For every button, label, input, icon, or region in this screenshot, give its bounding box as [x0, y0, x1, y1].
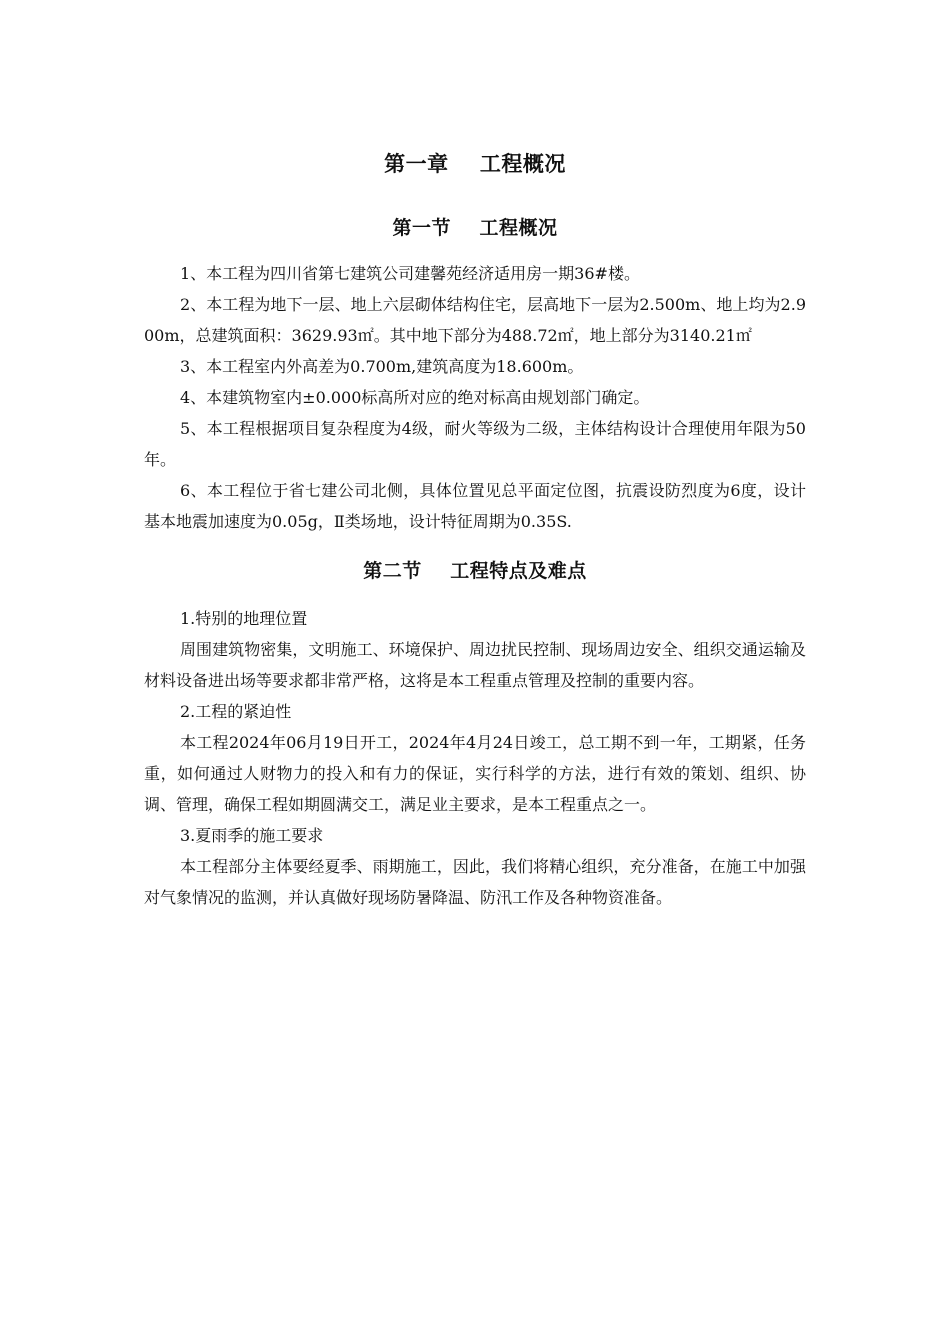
- overview-paragraph: 3、本工程室内外高差为0.700m,建筑高度为18.600m。: [180, 357, 584, 376]
- feature-heading: 1.特别的地理位置: [180, 609, 308, 628]
- overview-paragraph: 5、本工程根据项目复杂程度为4级，耐火等级为二级，主体结构设计合理使用年限为50年。: [144, 419, 806, 469]
- section-title-features: 第二节 工程特点及难点: [363, 560, 587, 582]
- overview-paragraph: 4、本建筑物室内±0.000标高所对应的绝对标高由规划部门确定。: [180, 388, 650, 407]
- overview-paragraph: 6、本工程位于省七建公司北侧，具体位置见总平面定位图，抗震设防烈度为6度，设计基本地震加速度为0.05g，Ⅱ类场地，设计特征周期为0.35S.: [144, 481, 806, 531]
- section-title-overview: 第一节 工程概况: [392, 217, 558, 239]
- chapter-title: 第一章 工程概况: [384, 152, 566, 176]
- feature-body: 本工程部分主体要经夏季、雨期施工，因此，我们将精心组织，充分准备，在施工中加强对气象情况的监测，并认真做好现场防暑降温、防汛工作及各种物资准备。: [144, 857, 806, 907]
- document-content: [144, 146, 806, 913]
- feature-heading: 2.工程的紧迫性: [180, 702, 292, 721]
- feature-body: 周围建筑物密集，文明施工、环境保护、周边扰民控制、现场周边安全、组织交通运输及材料设备进出场等要求都非常严格，这将是本工程重点管理及控制的重要内容。: [144, 640, 806, 690]
- overview-paragraph: 1、本工程为四川省第七建筑公司建馨苑经济适用房一期36#楼。: [180, 264, 640, 283]
- overview-paragraph: 2、本工程为地下一层、地上六层砌体结构住宅，层高地下一层为2.500m、地上均为2.900m，总建筑面积：3629.93㎡。其中地下部分为488.72㎡，地上部分为3140.21㎡: [144, 295, 806, 345]
- feature-body: 本工程2024年06月19日开工，2024年4月24日竣工，总工期不到一年，工期紧，任务重，如何通过人财物力的投入和有力的保证，实行科学的方法，进行有效的策划、组织、协调、管理，确保工程如期圆满交工，满足业主要求，是本工程重点之一。: [144, 733, 806, 814]
- feature-heading: 3.夏雨季的施工要求: [180, 826, 324, 845]
